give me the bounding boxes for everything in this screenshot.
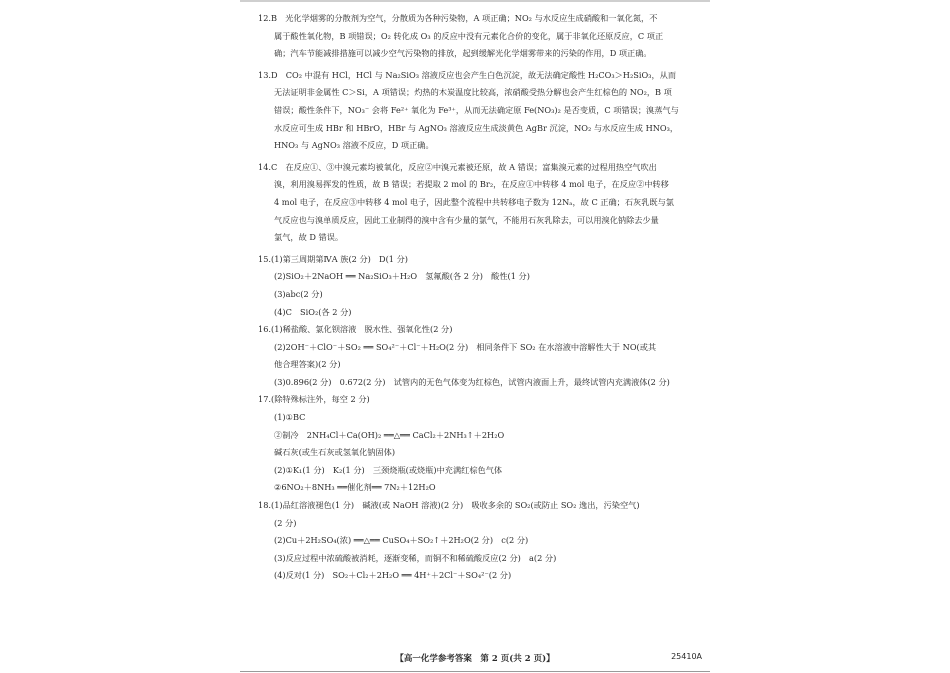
answer-line: ②6NO₂＋8NH₃ ══催化剂══ 7N₂＋12H₂O — [274, 482, 436, 493]
answer-line: 属于酸性氧化物，B 项错误；O₂ 转化成 O₃ 的反应中没有元素化合价的变化，属于非氧化还原反应，C 项正 — [274, 30, 664, 41]
bottom-rule — [240, 671, 710, 672]
answer-line: 错误；酸性条件下，NO₃⁻ 会将 Fe²⁺ 氧化为 Fe³⁺，从而无法确定原 Fe(NO₃)₂ 是否变质，C 项错误；溴蒸气与 — [274, 104, 679, 115]
answer-line: (3)0.896(2 分) 0.672(2 分) 试管内的无色气体变为红棕色，试管内液面上升，最终试管内充满液体(2 分) — [274, 376, 670, 387]
answer-line: 气反应也与溴单质反应，因此工业制得的溴中含有少量的氯气，不能用石灰乳除去，可以用溴化钠除去少量 — [274, 214, 659, 225]
answer-17 — [258, 391, 698, 497]
top-rule — [240, 0, 710, 2]
answer-16 — [258, 321, 698, 391]
answer-line: (2)2OH⁻＋ClO⁻＋SO₂ ══ SO₄²⁻＋Cl⁻＋H₂O(2 分) 相同条件下 SO₂ 在水溶液中溶解性大于 NO(或其 — [274, 341, 657, 352]
answer-line: (2 分) — [274, 517, 297, 528]
answer-line: (3)abc(2 分) — [274, 288, 323, 299]
answer-line: 16.(1)稀盐酸、氯化钡溶液 脱水性、强氧化性(2 分) — [258, 324, 453, 335]
answer-15 — [258, 251, 698, 321]
answer-line: 无法证明非金属性 C＞Si，A 项错误；灼热的木炭温度比较高，浓硝酸受热分解也会产生红棕色的 NO₂，B 项 — [274, 87, 672, 98]
footer-title: 【高一化学参考答案 第 2 页(共 2 页)】 — [395, 654, 555, 664]
answer-line: 17.(除特殊标注外，每空 2 分) — [258, 394, 370, 405]
answer-line: (2)Cu＋2H₂SO₄(浓) ══△══ CuSO₄＋SO₂↑＋2H₂O(2 分) c(2 分) — [274, 535, 529, 546]
answer-line: 确；汽车节能减排措施可以减少空气污染物的排放，起到缓解光化学烟雾带来的污染的作用，D 项正确。 — [274, 48, 652, 59]
page-footer — [240, 652, 710, 666]
answer-13 — [258, 67, 698, 155]
answer-line: 碱石灰(或生石灰或氢氧化钠固体) — [274, 447, 396, 458]
answer-line: (1)①BC — [274, 412, 306, 423]
answer-line: 溴，利用溴易挥发的性质，故 B 错误；若提取 2 mol 的 Br₂，在反应①中转移 4 mol 电子，在反应②中转移 — [274, 179, 669, 190]
answer-line: 15.(1)第三周期第ⅣA 族(2 分) D(1 分) — [258, 253, 408, 264]
answer-line: (2)SiO₂＋2NaOH ══ Na₂SiO₃＋H₂O 氢氟酸(各 2 分) 酸性(1 分) — [274, 271, 530, 282]
answer-line: (4)反对(1 分) SO₂＋Cl₂＋2H₂O ══ 4H⁺＋2Cl⁻＋SO₄²⁻(2 分) — [274, 570, 512, 581]
answer-line: (3)反应过程中浓硫酸被消耗，逐渐变稀，而铜不和稀硫酸反应(2 分) a(2 分) — [274, 552, 557, 563]
answer-line: 氯气，故 D 错误。 — [274, 232, 344, 243]
answer-line: 他合理答案)(2 分) — [274, 359, 341, 370]
answer-content — [258, 10, 698, 585]
answer-12 — [258, 10, 698, 63]
answer-line: 14.C 在反应①、③中溴元素均被氧化，反应②中溴元素被还原，故 A 错误；富集溴元素的过程用热空气吹出 — [258, 161, 657, 172]
answer-line: (4)C SiO₂(各 2 分) — [274, 306, 352, 317]
answer-14 — [258, 159, 698, 247]
answer-line: 13.D CO₂ 中混有 HCl，HCl 与 Na₂SiO₃ 溶液反应也会产生白色沉淀，故无法确定酸性 H₂CO₃＞H₂SiO₃，从而 — [258, 69, 677, 80]
answer-line: (2)①K₁(1 分) K₂(1 分) 三颈烧瓶(或烧瓶)中充满红棕色气体 — [274, 464, 503, 475]
answer-line: 18.(1)品红溶液褪色(1 分) 碱液(或 NaOH 溶液)(2 分) 吸收多余的 SO₂(或防止 SO₂ 逸出，污染空气) — [258, 500, 640, 511]
answer-18 — [258, 497, 698, 585]
answer-line: 12.B 光化学烟雾的分散剂为空气，分散质为各种污染物，A 项正确；NO₂ 与水反应生成硝酸和一氧化氮，不 — [258, 13, 658, 23]
answer-line: HNO₃ 与 AgNO₃ 溶液不反应，D 项正确。 — [274, 140, 434, 151]
answer-line: 水反应可生成 HBr 和 HBrO，HBr 与 AgNO₃ 溶液反应生成淡黄色 AgBr 沉淀，NO₂ 与水反应生成 HNO₃， — [274, 122, 679, 133]
footer-code: 25410A — [671, 652, 702, 661]
answer-line: 4 mol 电子，在反应③中转移 4 mol 电子，因此整个流程中共转移电子数为 12Nₐ，故 C 正确；石灰乳既与氯 — [274, 196, 674, 207]
answer-line: ②制冷 2NH₄Cl＋Ca(OH)₂ ══△══ CaCl₂＋2NH₃↑＋2H₂O — [274, 429, 505, 440]
